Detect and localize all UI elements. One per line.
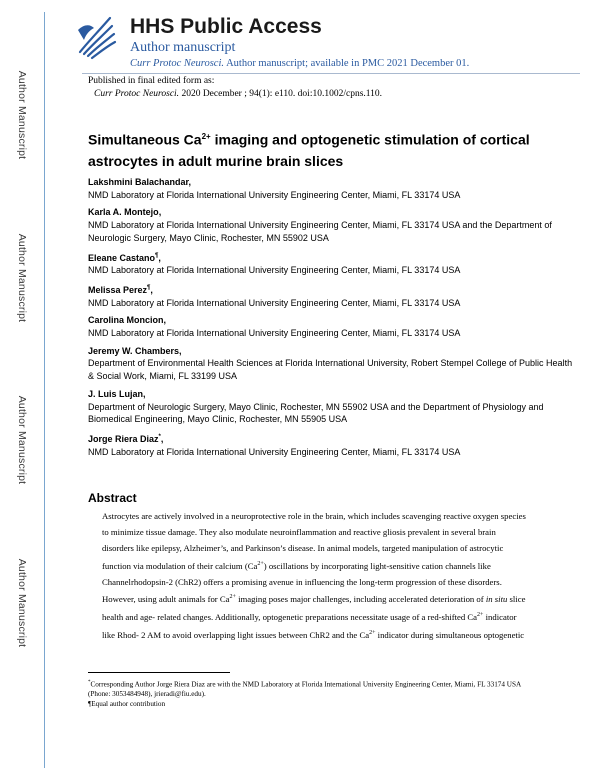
- hhs-eagle-logo-icon: [74, 12, 118, 62]
- equal-contribution-note: ¶Equal author contribution: [88, 699, 166, 708]
- sidebar-label: Author Manuscript: [16, 558, 28, 648]
- author-name: Carolina Moncion,: [88, 315, 167, 326]
- author-name: Melissa Perez¶,: [88, 284, 153, 295]
- author-affiliation: NMD Laboratory at Florida International University Engineering Center, Miami, FL 33174 USA: [88, 189, 461, 200]
- author-mark: *: [158, 433, 161, 440]
- author-manuscript-sidebar: [0, 0, 44, 776]
- header-divider: [82, 73, 580, 74]
- availability-text: Author manuscript; available in PMC 2021 December 01.: [226, 58, 470, 69]
- footnotes: [88, 678, 528, 709]
- abstract-heading: Abstract: [88, 491, 137, 505]
- author-name: Lakshmini Balachandar,: [88, 177, 192, 187]
- author-affiliation: Department of Neurologic Surgery, Mayo Clinic, Rochester, MN 55902 USA and the Department of Physiology and Biomedical Engineering, Mayo Clinic, Rochester, MN 55905 USA: [88, 401, 544, 425]
- author-affiliation: NMD Laboratory at Florida International University Engineering Center, Miami, FL 33174 USA: [88, 265, 461, 276]
- author-affiliation: NMD Laboratory at Florida International University Engineering Center, Miami, FL 33174 USA: [88, 328, 461, 339]
- citation-line: [94, 89, 382, 99]
- citation-journal: Curr Protoc Neurosci.: [94, 89, 180, 99]
- author-name: Jorge Riera Diaz*,: [88, 433, 164, 444]
- author-mark: ¶: [155, 252, 159, 259]
- author-entry: [88, 176, 578, 201]
- journal-name: Curr Protoc Neurosci.: [130, 58, 225, 69]
- author-mark: ¶: [147, 284, 151, 291]
- author-entry: [88, 345, 578, 383]
- footnote-divider: [88, 672, 230, 673]
- author-affiliation: NMD Laboratory at Florida International University Engineering Center, Miami, FL 33174 USA and the Department of Neurologic Surgery, Mayo Clinic, Rochester, MN 55902 USA: [88, 220, 552, 243]
- author-entry: [88, 250, 578, 277]
- hhs-public-access-title: HHS Public Access: [130, 15, 322, 38]
- author-name: Eleane Castano¶,: [88, 252, 161, 263]
- published-note: Published in final edited form as:: [88, 76, 215, 86]
- author-manuscript-subtitle: Author manuscript: [130, 40, 236, 55]
- author-affiliation: NMD Laboratory at Florida International University Engineering Center, Miami, FL 33174 USA: [88, 446, 461, 457]
- author-affiliation: Department of Environmental Health Sciences at Florida International University, Robert Stempel College of Public Health & Social Work, Miami, FL 33199 USA: [88, 358, 573, 382]
- author-list: [88, 176, 578, 463]
- sidebar-label: Author Manuscript: [16, 233, 28, 323]
- author-name: Jeremy W. Chambers,: [88, 345, 182, 356]
- journal-availability-line: [130, 58, 469, 69]
- author-affiliation: NMD Laboratory at Florida International University Engineering Center, Miami, FL 33174 USA: [88, 297, 461, 308]
- sidebar-divider: [44, 12, 45, 768]
- author-entry: [88, 431, 578, 458]
- author-name: J. Luis Lujan,: [88, 388, 146, 399]
- author-entry: [88, 206, 578, 244]
- author-entry: [88, 314, 578, 339]
- citation-details: 2020 December ; 94(1): e110. doi:10.1002/cpns.110.: [181, 89, 383, 99]
- article-title: Simultaneous $Ca^{2+}$ imaging and optogenetic stimulation of cortical astrocytes in adult murine brain slices: [88, 131, 530, 169]
- sidebar-label: Author Manuscript: [16, 395, 28, 485]
- author-name: Karla A. Montejo,: [88, 207, 162, 218]
- corresponding-author-note: *Corresponding Author Jorge Riera Diaz are with the NMD Laboratory at Florida International University Engineering Center, Miami, FL 33174 USA (Phone: 3053484948), jrieradi@fiu.edu).: [88, 680, 521, 698]
- sidebar-label: Author Manuscript: [16, 70, 28, 160]
- author-entry: [88, 282, 578, 309]
- abstract-body: Astrocytes are actively involved in a neuroprotective role in the brain, which includes scavenging reactive oxygen species to minimize tissue damage. They also modulate neuroinflammation and reactive gliosis prevalent in several brain disorders like epilepsy, Alzheimer’s, and Parkinson’s disease. In animal models, targeted manipulation of astrocytic function via modulation of their calcium $(Ca^{2+})$ oscillations by incorporating light-sensitive cation channels like Channelrhodopsin-2 (ChR2) offers a promising avenue in influencing the long-term progression of these disorders. However, using adult animals for $Ca^{2+}$ imaging poses major challenges, including accelerated deterioration of in situ slice health and age- related changes. Additionally, optogenetic preparations necessitate usage of a red-shifted $Ca^{2+}$ indicator like Rhod- 2 AM to avoid overlapping light issues between ChR2 and the $Ca^{2+}$ indicator during simultaneous optogenetic: [102, 511, 526, 640]
- author-entry: [88, 388, 578, 426]
